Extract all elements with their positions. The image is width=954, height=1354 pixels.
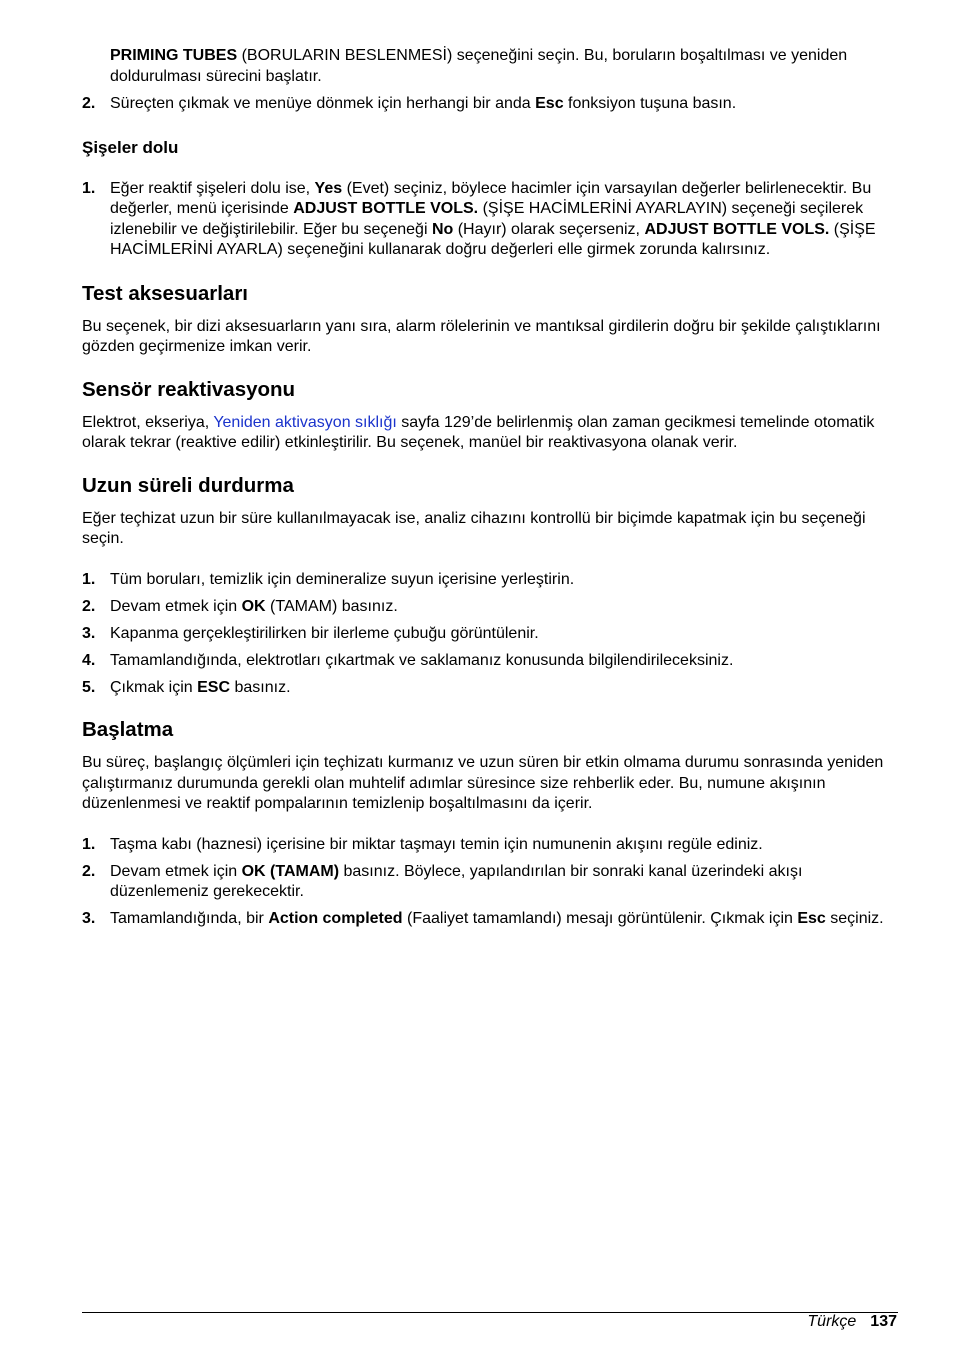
footer-language: Türkçe (807, 1313, 857, 1330)
section-title-bottles-full: Şişeler dolu (82, 137, 179, 157)
startup-body: Bu süreç, başlangıç ölçümleri için teçhizatı kurmanız ve uzun süren bir etkin olmama durumu sonrasında yeniden çalıştırmanız durumunda gerekli olan muhtelif adımlar süresince size rehberlik eder. Bu, numune akışının düzenlenmesi ve reaktif pompalarının temizlenip boşaltılmasını da içerir. (82, 754, 884, 812)
list-item: 3. Kapanma gerçekleştirilirken bir ilerleme çubuğu görüntülenir. (82, 624, 539, 642)
list-item: 2. Devam etmek için OK (TAMAM) basınız. (82, 597, 398, 615)
sensor-reactivation-body: Elektrot, ekseriya, Yeniden aktivasyon sıklığı sayfa 129’de belirlenmiş olan zaman gecikmesi temelinde otomatik olarak tekrar (reaktive edilir) etkinleştirilir. Bu seçenek, manüel bir reaktivasyona olanak verir. (82, 413, 875, 451)
intro-steps (82, 94, 898, 115)
test-accessories-body: Bu seçenek, bir dizi aksesuarların yanı sıra, alarm rölelerinin ve mantıksal girdilerin doğru bir şekilde çalıştıklarını gözden geçirmenize imkan verir. (82, 317, 881, 355)
section-title-startup: Başlatma (82, 718, 174, 741)
section-title-sensor-reactivation: Sensör reaktivasyonu (82, 377, 296, 401)
page-footer (807, 1312, 897, 1332)
footer-divider (82, 1312, 898, 1313)
list-item: 5. Çıkmak için ESC basınız. (82, 678, 291, 696)
reactivation-frequency-link[interactable]: Yeniden aktivasyon sıklığı (213, 413, 397, 431)
list-item: 2. Süreçten çıkmak ve menüye dönmek için herhangi bir anda Esc fonksiyon tuşuna basın. (82, 95, 737, 112)
list-item: 1. Taşma kabı (haznesi) içerisine bir miktar taşmayı temin için numunenin akışını regüle ediniz. (82, 835, 763, 853)
document-page (82, 46, 898, 930)
bottles-steps (82, 179, 898, 261)
list-item: 1. Tüm boruları, temizlik için demineralize suyun içerisine yerleştirin. (82, 570, 575, 588)
list-item: 1. Eğer reaktif şişeleri dolu ise, Yes (Evet) seçiniz, böylece hacimler için varsayılan değerler belirlenecektir. Bu değerler, menü içerisinde ADJUST BOTTLE VOLS. (ŞİŞE HACİMLERİNİ AYARLAYIN) seçeneği seçilerek izlenebilir ve değiştirilebilir. Eğer bu seçeneği No (Hayır) olarak seçerseniz, ADJUST BOTTLE VOLS. (ŞİŞE HACİMLERİNİ AYARLA) seçeneğini kullanarak doğru değerleri elle girmek zorunda kalırsınız. (82, 179, 876, 258)
list-item: 4. Tamamlandığında, elektrotları çıkartmak ve saklamanız konusunda bilgilendirileceksiniz. (82, 651, 734, 669)
section-title-long-shutdown: Uzun süreli durdurma (82, 473, 294, 497)
startup-steps (82, 835, 898, 930)
intro-step-1-continuation: PRIMING TUBES (BORULARIN BESLENMESİ) seçeneğini seçin. Bu, boruların boşaltılması ve yeniden doldurulması sürecini başlatır. (110, 47, 848, 85)
list-item: 3. Tamamlandığında, bir Action completed (Faaliyet tamamlandı) mesajı görüntülenir. Çıkmak için Esc seçiniz. (82, 910, 884, 927)
section-title-test-accessories: Test aksesuarları (82, 281, 249, 305)
list-item: 2. Devam etmek için OK (TAMAM) basınız. Böylece, yapılandırılan bir sonraki kanal üzerindeki akışı düzenlemeniz gerekecektir. (82, 862, 803, 900)
long-shutdown-body: Eğer teçhizat uzun bir süre kullanılmayacak ise, analiz cihazını kontrollü bir biçimde kapatmak için bu seçeneği seçin. (82, 509, 866, 547)
page-number: 137 (870, 1313, 897, 1330)
shutdown-steps (82, 570, 898, 699)
